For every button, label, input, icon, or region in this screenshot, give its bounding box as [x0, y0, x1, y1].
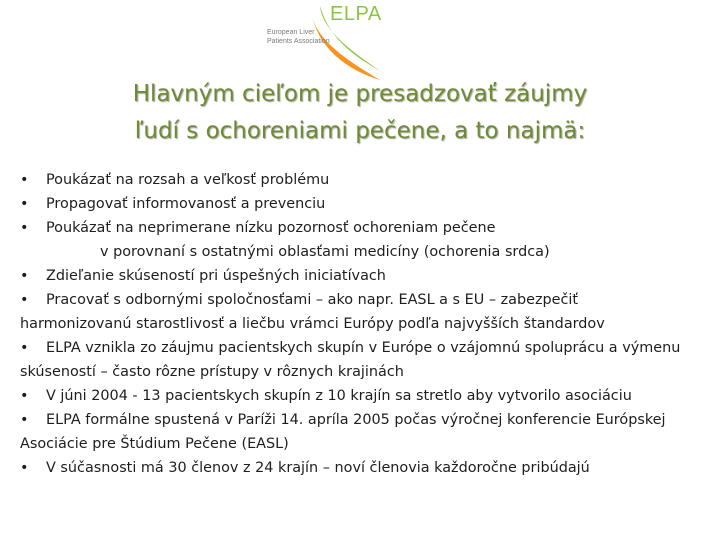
elpa-logo	[262, 0, 392, 80]
bullet-symbol: •	[20, 388, 29, 404]
bullet-item-3-continuation: v porovnaní s ostatnými oblasťami medicíny (ochorenia srdca)	[100, 244, 550, 260]
logo-tagline-line2: Patients Association	[267, 38, 330, 45]
bullet-item-8	[20, 408, 690, 456]
bullet-text: Propagovať informovanosť a prevenciu	[46, 196, 326, 212]
bullet-text: ELPA vznikla zo záujmu pacientskych skupín v Európe o vzájomnú spoluprácu a výmenu skúseností – často rôzne prístupy v rôznych krajinách	[20, 340, 681, 380]
bullet-symbol: •	[20, 268, 29, 284]
bullet-text: Poukázať na neprimerane nízku pozornosť ochoreniam pečene	[46, 220, 496, 236]
bullet-symbol: •	[20, 196, 29, 212]
slide-title-line2: ľudí s ochoreniami pečene, a to najmä:	[134, 118, 586, 144]
bullet-item-3	[20, 216, 690, 240]
bullet-symbol: •	[20, 460, 29, 476]
logo-tagline-line1: European Liver	[267, 29, 315, 36]
bullet-item-1	[20, 168, 690, 192]
bullet-item-7	[20, 384, 690, 408]
bullet-item-2	[20, 192, 690, 216]
slide-title-line1: Hlavným cieľom je presadzovať záujmy	[132, 81, 588, 107]
slide-title	[0, 76, 720, 150]
bullet-symbol: •	[20, 220, 29, 236]
bullet-text: V súčasnosti má 30 členov z 24 krajín – noví členovia každoročne pribúdajú	[46, 460, 590, 476]
bullet-list	[20, 168, 690, 480]
bullet-item-4	[20, 264, 690, 288]
bullet-text: V júni 2004 - 13 pacientskych skupín z 10 krajín sa stretlo aby vytvorilo asociáciu	[46, 388, 632, 404]
logo-tagline	[267, 28, 347, 46]
bullet-symbol: •	[20, 172, 29, 188]
bullet-symbol: •	[20, 340, 29, 356]
logo-name: ELPA	[330, 3, 382, 25]
bullet-item-9	[20, 456, 690, 480]
bullet-text: ELPA formálne spustená v Paríži 14. apríla 2005 počas výročnej konferencie Európskej Asociácie pre Štúdium Pečene (EASL)	[20, 412, 666, 452]
bullet-item-6	[20, 336, 690, 384]
bullet-item-5	[20, 288, 690, 336]
bullet-text: Zdieľanie skúseností pri úspešných iniciatívach	[46, 268, 386, 284]
bullet-symbol: •	[20, 412, 29, 428]
bullet-text: Poukázať na rozsah a veľkosť problému	[46, 172, 330, 188]
bullet-text: Pracovať s odbornými spoločnosťami – ako napr. EASL a s EU – zabezpečiť harmonizovanú starostlivosť a liečbu vrámci Európy podľa najvyšších štandardov	[20, 292, 605, 332]
bullet-symbol: •	[20, 292, 29, 308]
